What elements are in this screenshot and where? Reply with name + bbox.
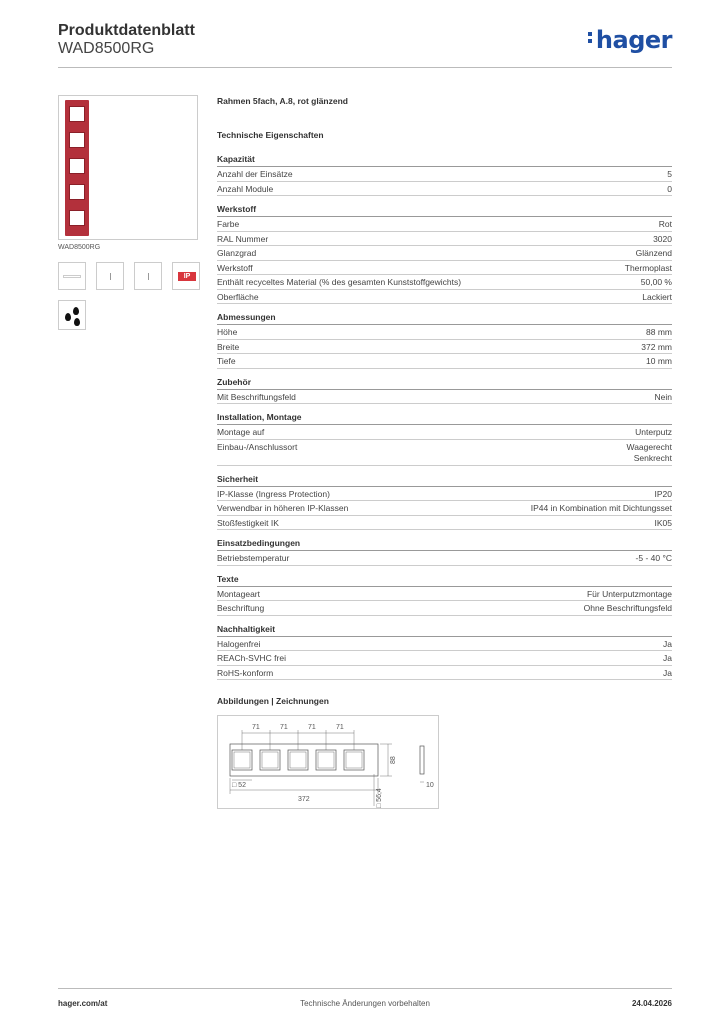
- spec-label: Verwendbar in höheren IP-Klassen: [217, 503, 349, 513]
- spec-row: [217, 651, 672, 666]
- spec-label: Anzahl der Einsätze: [217, 169, 293, 179]
- spec-row: [217, 290, 672, 305]
- thumbnail-frame-edge-2[interactable]: [134, 262, 162, 290]
- spec-value: 10 mm: [646, 356, 672, 366]
- spec-label: Halogenfrei: [217, 638, 261, 649]
- spec-section: [217, 538, 672, 566]
- spec-value: -5 - 40 °C: [635, 553, 672, 563]
- spec-section: [217, 154, 672, 196]
- section-title: Werkstoff: [217, 204, 672, 217]
- spec-label: Anzahl Module: [217, 183, 274, 194]
- spec-value: Thermoplast: [624, 262, 672, 273]
- section-title: Installation, Montage: [217, 412, 672, 425]
- spec-row: [217, 182, 672, 197]
- spec-value: IK05: [654, 517, 672, 528]
- frame-illustration: [65, 100, 89, 236]
- spec-row: [217, 487, 672, 502]
- spec-value: 0: [667, 183, 672, 194]
- dim-opening: □ 52: [232, 782, 246, 789]
- hager-logo: [588, 26, 672, 54]
- dim-pitch-2: 71: [280, 724, 288, 731]
- spec-value: Ohne Beschriftungsfeld: [583, 603, 672, 613]
- thumbnail-ip-icon[interactable]: [172, 262, 200, 290]
- spec-section: [217, 412, 672, 466]
- product-image: [58, 95, 198, 240]
- spec-row: [217, 261, 672, 276]
- spec-row: [217, 587, 672, 602]
- water-drops-icon: [58, 300, 86, 330]
- spec-row: [217, 167, 672, 182]
- section-title: Einsatzbedingungen: [217, 538, 672, 551]
- spec-value: Unterputz: [635, 427, 672, 437]
- spec-label: Tiefe: [217, 356, 236, 366]
- dim-depth: 10: [426, 782, 434, 789]
- footer-disclaimer: Technische Änderungen vorbehalten: [300, 999, 430, 1008]
- section-title: Abmessungen: [217, 312, 672, 325]
- spec-label: Montageart: [217, 588, 260, 599]
- spec-label: Höhe: [217, 327, 238, 337]
- spec-row: [217, 516, 672, 531]
- spec-label: Breite: [217, 341, 240, 352]
- spec-row: [217, 390, 672, 405]
- spec-row: [217, 637, 672, 652]
- spec-label: Glanzgrad: [217, 248, 257, 258]
- section-title: Nachhaltigkeit: [217, 624, 672, 637]
- spec-row: [217, 501, 672, 516]
- page-header: [58, 22, 672, 68]
- spec-label: Montage auf: [217, 427, 265, 437]
- footer-date: 24.04.2026: [631, 999, 672, 1008]
- spec-label: Werkstoff: [217, 262, 253, 273]
- spec-value: Ja: [663, 653, 672, 663]
- spec-row: [217, 232, 672, 247]
- spec-row: [217, 354, 672, 369]
- dim-height: 88: [390, 756, 397, 764]
- spec-row: [217, 425, 672, 440]
- spec-value: IP20: [654, 488, 672, 499]
- ip-rating-icon: IP: [178, 272, 196, 281]
- spec-value: Lackiert: [642, 291, 672, 302]
- spec-sections: [217, 154, 672, 680]
- spec-row: [217, 325, 672, 340]
- spec-section: [217, 624, 672, 681]
- dim-width: 372: [298, 796, 310, 803]
- spec-section: [217, 474, 672, 531]
- dim-pitch-1: 71: [252, 724, 260, 731]
- section-title: Sicherheit: [217, 474, 672, 487]
- spec-value: Rot: [658, 219, 672, 229]
- spec-label: Stoßfestigkeit IK: [217, 517, 279, 528]
- thumbnail-frame-edge[interactable]: [96, 262, 124, 290]
- spec-value: Nein: [654, 391, 672, 402]
- spec-label: RoHS-konform: [217, 667, 274, 678]
- dim-outer-square: □ 56,4: [376, 788, 383, 808]
- image-caption: WAD8500RG: [58, 244, 101, 251]
- spec-label: Oberfläche: [217, 291, 259, 302]
- tech-properties-title: Technische Eigenschaften: [217, 130, 324, 140]
- spec-row: [217, 275, 672, 290]
- technical-drawing: [217, 715, 439, 809]
- spec-value: 372 mm: [641, 341, 672, 352]
- spec-value: Glänzend: [635, 248, 672, 258]
- drawing-title: Abbildungen | Zeichnungen: [217, 696, 329, 706]
- spec-value: Ja: [663, 638, 672, 649]
- spec-row: [217, 666, 672, 681]
- spec-row: [217, 217, 672, 232]
- spec-value: Ja: [663, 667, 672, 678]
- spec-row: [217, 440, 672, 466]
- spec-row: [217, 340, 672, 355]
- spec-row: [217, 246, 672, 261]
- spec-label: Betriebstemperatur: [217, 553, 290, 563]
- spec-value: Für Unterputzmontage: [586, 588, 672, 599]
- spec-label: Beschriftung: [217, 603, 265, 613]
- spec-label: Mit Beschriftungsfeld: [217, 391, 296, 402]
- spec-label: RAL Nummer: [217, 233, 269, 244]
- spec-value: IP44 in Kombination mit Dichtungsset: [530, 503, 672, 513]
- section-title: Kapazität: [217, 154, 672, 167]
- spec-section: [217, 377, 672, 405]
- page-title: Produktdatenblatt: [58, 22, 195, 39]
- thumbnail-frame-side[interactable]: [58, 262, 86, 290]
- spec-value: 3020: [653, 233, 672, 244]
- dim-pitch-3: 71: [308, 724, 316, 731]
- product-code: WAD8500RG: [58, 40, 155, 57]
- spec-value: 88 mm: [646, 327, 672, 337]
- spec-row: [217, 551, 672, 566]
- spec-value: Waagerecht Senkrecht: [626, 441, 672, 463]
- spec-row: [217, 601, 672, 616]
- product-specs: [217, 96, 672, 809]
- spec-label: REACh-SVHC frei: [217, 653, 286, 663]
- spec-value: 5: [667, 169, 672, 179]
- product-name: Rahmen 5fach, A.8, rot glänzend: [217, 96, 348, 106]
- spec-label: Enthält recyceltes Material (% des gesamten Kunststoffgewichts): [217, 277, 462, 287]
- spec-label: Farbe: [217, 219, 240, 229]
- dim-pitch-4: 71: [336, 724, 344, 731]
- spec-section: [217, 574, 672, 616]
- footer-website[interactable]: hager.com/at: [58, 999, 108, 1008]
- dimension-drawing: [218, 716, 440, 810]
- spec-label: IP-Klasse (Ingress Protection): [217, 488, 330, 499]
- page-footer: [58, 988, 672, 1012]
- spec-section: [217, 312, 672, 369]
- spec-section: [217, 204, 672, 304]
- spec-label: Einbau-/Anschlussort: [217, 441, 298, 452]
- section-title: Texte: [217, 574, 672, 587]
- section-title: Zubehör: [217, 377, 672, 390]
- logo-text: hager: [595, 26, 672, 54]
- spec-value: 50,00 %: [640, 277, 672, 287]
